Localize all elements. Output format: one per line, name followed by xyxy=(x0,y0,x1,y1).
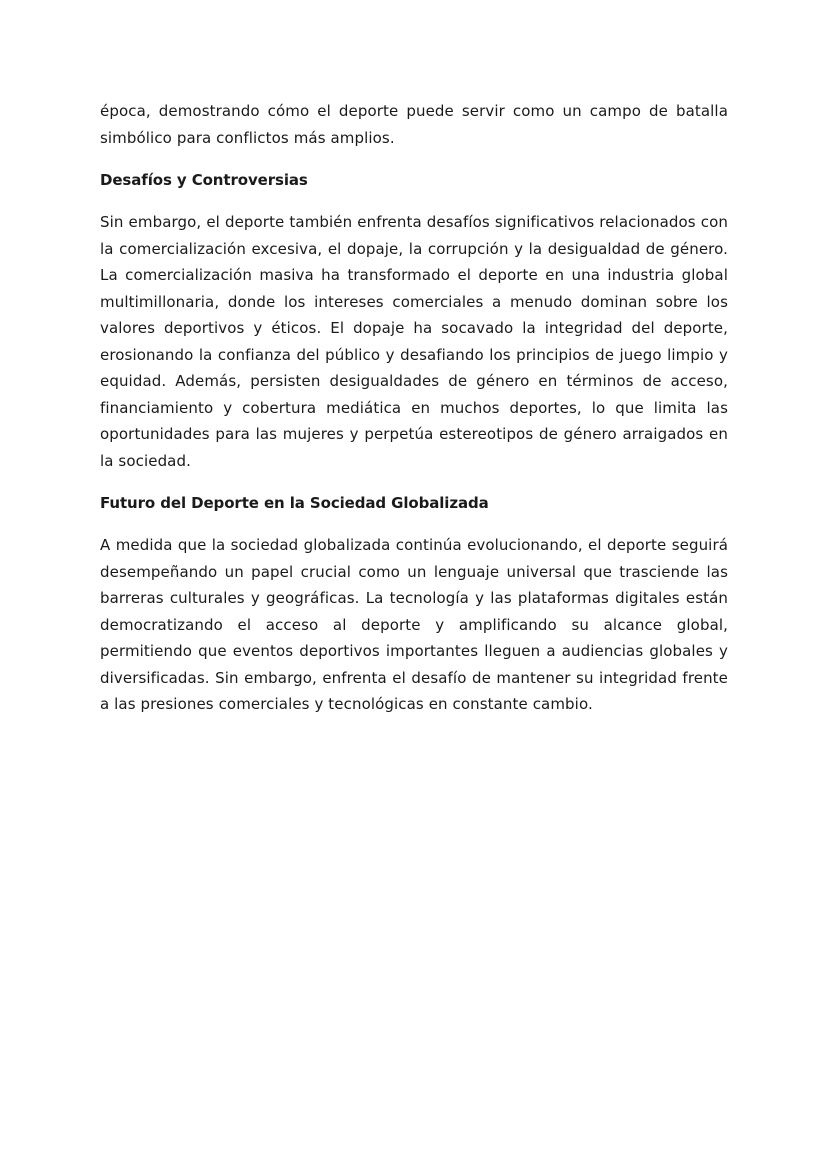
spacer xyxy=(100,516,728,532)
challenges-paragraph: Sin embargo, el deporte también enfrenta desafíos significativos relacionados con la comercialización excesiva, el dopaje, la corrupción y la desigualdad de género. La comercialización masiva ha transformado el deporte en una industria global multimillonaria, donde los intereses comerciales a menudo dominan sobre los valores deportivos y éticos. El dopaje ha socavado la integridad del deporte, erosionando la confianza del público y desafiando los principios de juego limpio y equidad. Además, persisten desigualdades de género en términos de acceso, financiamiento y cobertura mediática en muchos deportes, lo que limita las oportunidades para las mujeres y perpetúa estereotipos de género arraigados en la sociedad. xyxy=(100,213,728,470)
document-page xyxy=(100,98,728,718)
spacer xyxy=(100,193,728,209)
section-heading-challenges: Desafíos y Controversias xyxy=(100,171,308,189)
spacer xyxy=(100,474,728,490)
spacer xyxy=(100,151,728,167)
future-paragraph: A medida que la sociedad globalizada continúa evolucionando, el deporte seguirá desempeñando un papel crucial como un lenguaje universal que trasciende las barreras culturales y geográficas. La tecnología y las plataformas digitales están democratizando el acceso al deporte y amplificando su alcance global, permitiendo que eventos deportivos importantes lleguen a audiencias globales y diversificadas. Sin embargo, enfrenta el desafío de mantener su integridad frente a las presiones comerciales y tecnológicas en constante cambio. xyxy=(100,536,728,713)
intro-paragraph: época, demostrando cómo el deporte puede servir como un campo de batalla simbólico para conflictos más amplios. xyxy=(100,102,728,147)
section-heading-future: Futuro del Deporte en la Sociedad Globalizada xyxy=(100,494,489,512)
